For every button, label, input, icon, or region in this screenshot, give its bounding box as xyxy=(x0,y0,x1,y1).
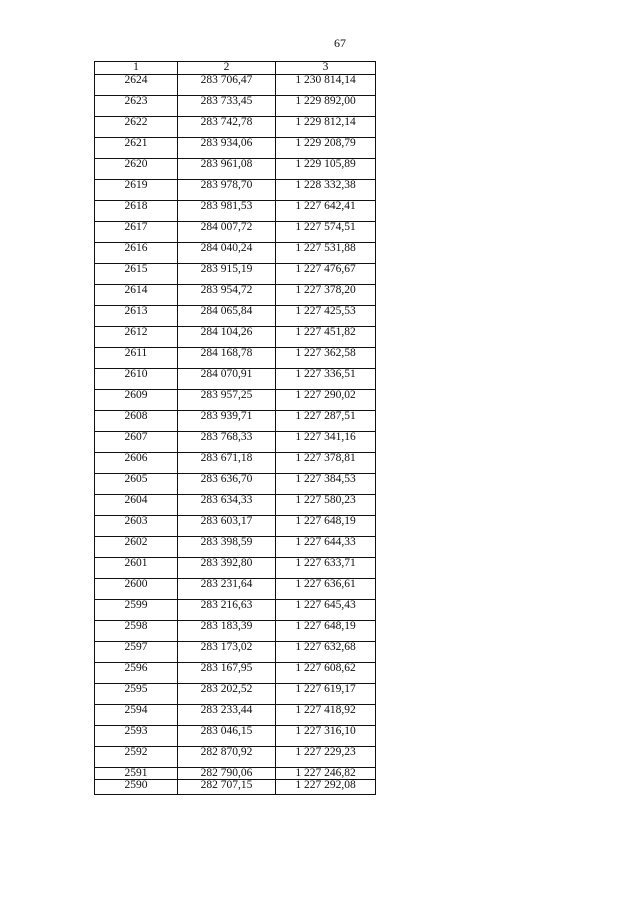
table-row xyxy=(95,599,376,620)
point-number-cell: 2618 xyxy=(95,200,178,221)
y-coordinate-cell: 1 230 814,14 xyxy=(276,74,376,95)
point-number-cell: 2621 xyxy=(95,137,178,158)
table-row xyxy=(95,746,376,767)
y-coordinate-cell: 1 227 287,51 xyxy=(276,410,376,431)
y-coordinate-cell: 1 227 648,19 xyxy=(276,620,376,641)
y-coordinate-cell: 1 229 812,14 xyxy=(276,116,376,137)
point-number-cell: 2613 xyxy=(95,305,178,326)
y-coordinate-cell: 1 228 332,38 xyxy=(276,179,376,200)
x-coordinate-cell: 283 954,72 xyxy=(178,284,276,305)
table-row xyxy=(95,179,376,200)
x-coordinate-cell: 283 183,39 xyxy=(178,620,276,641)
x-coordinate-cell: 283 046,15 xyxy=(178,725,276,746)
x-coordinate-cell: 283 173,02 xyxy=(178,641,276,662)
x-coordinate-cell: 283 978,70 xyxy=(178,179,276,200)
y-coordinate-cell: 1 227 290,02 xyxy=(276,389,376,410)
x-coordinate-cell: 283 957,25 xyxy=(178,389,276,410)
y-coordinate-cell: 1 227 608,62 xyxy=(276,662,376,683)
x-coordinate-cell: 283 634,33 xyxy=(178,494,276,515)
table-row xyxy=(95,410,376,431)
x-coordinate-cell: 284 104,26 xyxy=(178,326,276,347)
y-coordinate-cell: 1 229 105,89 xyxy=(276,158,376,179)
table-row xyxy=(95,137,376,158)
point-number-cell: 2617 xyxy=(95,221,178,242)
point-number-cell: 2610 xyxy=(95,368,178,389)
table-row xyxy=(95,74,376,95)
y-coordinate-cell: 1 227 644,33 xyxy=(276,536,376,557)
table-row xyxy=(95,263,376,284)
point-number-cell: 2604 xyxy=(95,494,178,515)
coordinates-table xyxy=(94,61,376,795)
y-coordinate-cell: 1 229 892,00 xyxy=(276,95,376,116)
y-coordinate-cell: 1 227 619,17 xyxy=(276,683,376,704)
x-coordinate-cell: 283 603,17 xyxy=(178,515,276,536)
table-row xyxy=(95,578,376,599)
x-coordinate-cell: 283 398,59 xyxy=(178,536,276,557)
point-number-cell: 2624 xyxy=(95,74,178,95)
point-number-cell: 2616 xyxy=(95,242,178,263)
y-coordinate-cell: 1 227 292,08 xyxy=(276,780,376,795)
table-row xyxy=(95,767,376,780)
point-number-cell: 2600 xyxy=(95,578,178,599)
point-number-cell: 2623 xyxy=(95,95,178,116)
x-coordinate-cell: 283 961,08 xyxy=(178,158,276,179)
x-coordinate-cell: 284 070,91 xyxy=(178,368,276,389)
table-row xyxy=(95,704,376,725)
x-coordinate-cell: 283 167,95 xyxy=(178,662,276,683)
point-number-cell: 2602 xyxy=(95,536,178,557)
table-row xyxy=(95,347,376,368)
x-coordinate-cell: 282 707,15 xyxy=(178,780,276,795)
column-header-1: 1 xyxy=(95,62,178,75)
point-number-cell: 2605 xyxy=(95,473,178,494)
table-row xyxy=(95,452,376,473)
y-coordinate-cell: 1 227 378,20 xyxy=(276,284,376,305)
point-number-cell: 2596 xyxy=(95,662,178,683)
point-number-cell: 2620 xyxy=(95,158,178,179)
page-number: 67 xyxy=(334,36,346,50)
y-coordinate-cell: 1 227 362,58 xyxy=(276,347,376,368)
table-row xyxy=(95,242,376,263)
point-number-cell: 2619 xyxy=(95,179,178,200)
y-coordinate-cell: 1 227 632,68 xyxy=(276,641,376,662)
point-number-cell: 2599 xyxy=(95,599,178,620)
table-row xyxy=(95,389,376,410)
y-coordinate-cell: 1 227 341,16 xyxy=(276,431,376,452)
y-coordinate-cell: 1 227 451,82 xyxy=(276,326,376,347)
x-coordinate-cell: 283 733,45 xyxy=(178,95,276,116)
point-number-cell: 2594 xyxy=(95,704,178,725)
column-header-2: 2 xyxy=(178,62,276,75)
y-coordinate-cell: 1 227 648,19 xyxy=(276,515,376,536)
y-coordinate-cell: 1 227 574,51 xyxy=(276,221,376,242)
table-row xyxy=(95,557,376,578)
x-coordinate-cell: 283 706,47 xyxy=(178,74,276,95)
table-row xyxy=(95,158,376,179)
point-number-cell: 2595 xyxy=(95,683,178,704)
y-coordinate-cell: 1 227 229,23 xyxy=(276,746,376,767)
table-row xyxy=(95,116,376,137)
x-coordinate-cell: 283 939,71 xyxy=(178,410,276,431)
y-coordinate-cell: 1 227 425,53 xyxy=(276,305,376,326)
table-row xyxy=(95,536,376,557)
point-number-cell: 2622 xyxy=(95,116,178,137)
column-header-3: 3 xyxy=(276,62,376,75)
x-coordinate-cell: 283 233,44 xyxy=(178,704,276,725)
x-coordinate-cell: 283 202,52 xyxy=(178,683,276,704)
table-row xyxy=(95,305,376,326)
y-coordinate-cell: 1 227 246,82 xyxy=(276,767,376,780)
point-number-cell: 2592 xyxy=(95,746,178,767)
point-number-cell: 2591 xyxy=(95,767,178,780)
point-number-cell: 2615 xyxy=(95,263,178,284)
point-number-cell: 2607 xyxy=(95,431,178,452)
y-coordinate-cell: 1 227 418,92 xyxy=(276,704,376,725)
table-row xyxy=(95,200,376,221)
y-coordinate-cell: 1 227 531,88 xyxy=(276,242,376,263)
table-row xyxy=(95,431,376,452)
y-coordinate-cell: 1 227 636,61 xyxy=(276,578,376,599)
x-coordinate-cell: 284 065,84 xyxy=(178,305,276,326)
table-header-row xyxy=(95,62,376,75)
table-row xyxy=(95,780,376,795)
table-row xyxy=(95,494,376,515)
x-coordinate-cell: 283 768,33 xyxy=(178,431,276,452)
y-coordinate-cell: 1 227 316,10 xyxy=(276,725,376,746)
y-coordinate-cell: 1 227 642,41 xyxy=(276,200,376,221)
table-row xyxy=(95,368,376,389)
table-row xyxy=(95,662,376,683)
x-coordinate-cell: 283 392,80 xyxy=(178,557,276,578)
x-coordinate-cell: 282 790,06 xyxy=(178,767,276,780)
table-row xyxy=(95,284,376,305)
y-coordinate-cell: 1 227 378,81 xyxy=(276,452,376,473)
y-coordinate-cell: 1 227 633,71 xyxy=(276,557,376,578)
y-coordinate-cell: 1 227 580,23 xyxy=(276,494,376,515)
table-row xyxy=(95,641,376,662)
point-number-cell: 2590 xyxy=(95,780,178,795)
point-number-cell: 2611 xyxy=(95,347,178,368)
x-coordinate-cell: 283 671,18 xyxy=(178,452,276,473)
x-coordinate-cell: 284 168,78 xyxy=(178,347,276,368)
x-coordinate-cell: 283 981,53 xyxy=(178,200,276,221)
point-number-cell: 2614 xyxy=(95,284,178,305)
table-row xyxy=(95,683,376,704)
y-coordinate-cell: 1 229 208,79 xyxy=(276,137,376,158)
point-number-cell: 2598 xyxy=(95,620,178,641)
point-number-cell: 2612 xyxy=(95,326,178,347)
table-row xyxy=(95,515,376,536)
x-coordinate-cell: 282 870,92 xyxy=(178,746,276,767)
point-number-cell: 2606 xyxy=(95,452,178,473)
table-body xyxy=(95,74,376,795)
x-coordinate-cell: 283 934,06 xyxy=(178,137,276,158)
x-coordinate-cell: 283 915,19 xyxy=(178,263,276,284)
x-coordinate-cell: 283 216,63 xyxy=(178,599,276,620)
y-coordinate-cell: 1 227 384,53 xyxy=(276,473,376,494)
point-number-cell: 2609 xyxy=(95,389,178,410)
point-number-cell: 2601 xyxy=(95,557,178,578)
table-row xyxy=(95,725,376,746)
x-coordinate-cell: 284 007,72 xyxy=(178,221,276,242)
table-row xyxy=(95,473,376,494)
x-coordinate-cell: 284 040,24 xyxy=(178,242,276,263)
table-row xyxy=(95,620,376,641)
table-row xyxy=(95,326,376,347)
x-coordinate-cell: 283 742,78 xyxy=(178,116,276,137)
point-number-cell: 2597 xyxy=(95,641,178,662)
y-coordinate-cell: 1 227 336,51 xyxy=(276,368,376,389)
x-coordinate-cell: 283 231,64 xyxy=(178,578,276,599)
point-number-cell: 2603 xyxy=(95,515,178,536)
table-row xyxy=(95,221,376,242)
point-number-cell: 2593 xyxy=(95,725,178,746)
point-number-cell: 2608 xyxy=(95,410,178,431)
table-row xyxy=(95,95,376,116)
y-coordinate-cell: 1 227 476,67 xyxy=(276,263,376,284)
y-coordinate-cell: 1 227 645,43 xyxy=(276,599,376,620)
x-coordinate-cell: 283 636,70 xyxy=(178,473,276,494)
